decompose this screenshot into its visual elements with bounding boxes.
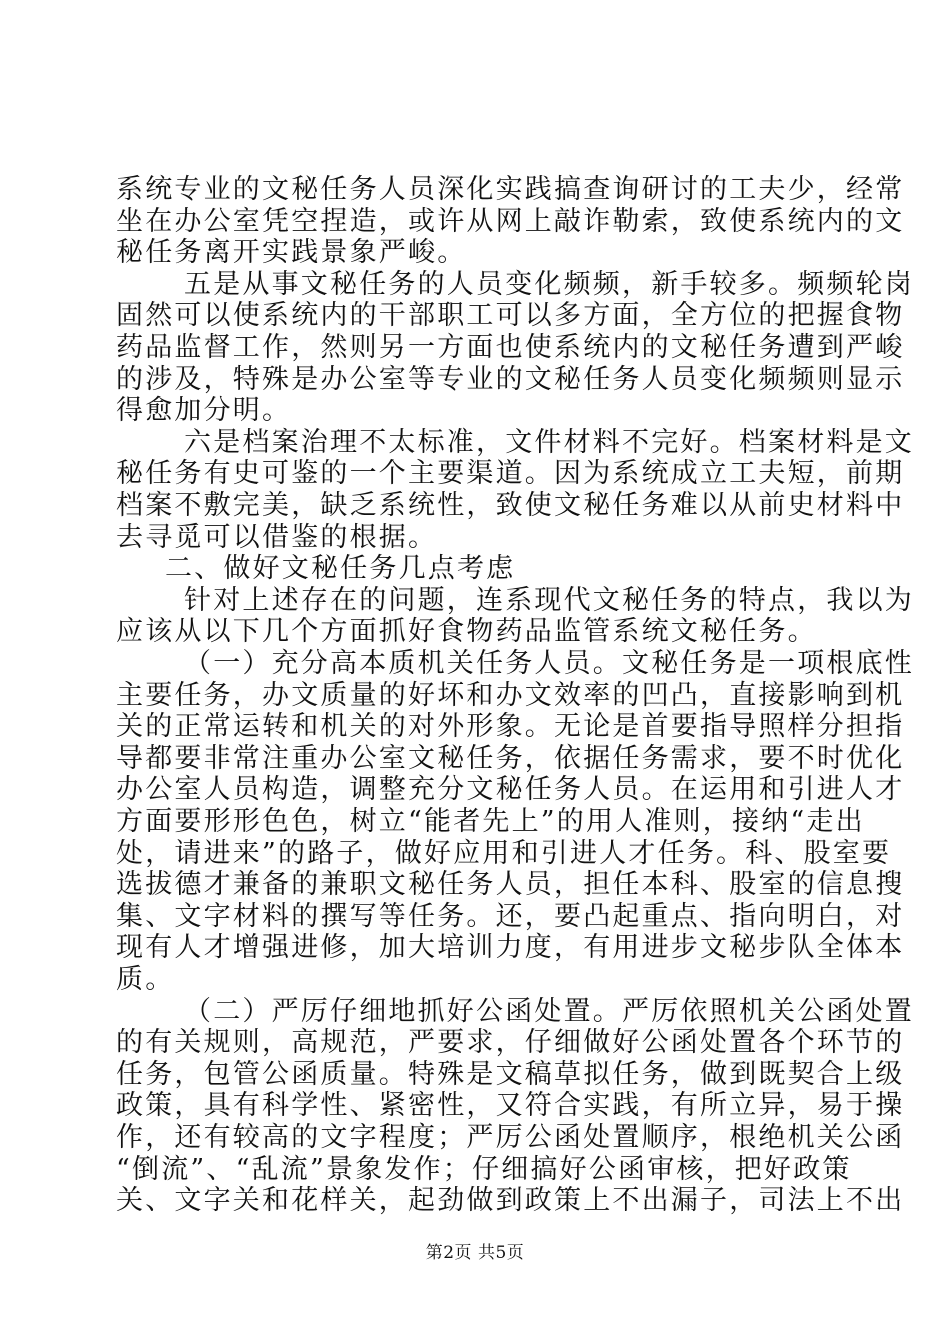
paragraph-start-line: （二）严厉仔细地抓好公函处置。严厉依照机关公函处置: [184, 996, 914, 1027]
text-line: 档案不敷完美，缺乏系统性，致使文秘任务难以从前史材料中: [116, 490, 905, 521]
text-line: 的涉及，特殊是办公室等专业的文秘任务人员变化频频则显示: [116, 364, 905, 395]
page-footer: 第2页 共5页: [425, 1243, 525, 1263]
text-line: 关、文字关和花样关，起劲做到政策上不出漏子，司法上不出: [116, 1185, 905, 1216]
text-line: 的有关规则，高规范，严要求，仔细做好公函处置各个环节的: [116, 1027, 905, 1058]
section-heading: 二、做好文秘任务几点考虑: [165, 553, 516, 584]
text-line: 药品监督工作，然则另一方面也使系统内的文秘任务遭到严峻: [116, 332, 905, 363]
text-line: 去寻觅可以借鉴的根据。: [116, 522, 438, 553]
text-line: 办公室人员构造，调整充分文秘任务人员。在运用和引进人才: [116, 774, 905, 805]
text-line: 系统专业的文秘任务人员深化实践搞查询研讨的工夫少，经常: [116, 174, 905, 205]
text-line: 固然可以使系统内的干部职工可以多方面，全方位的把握食物: [116, 300, 905, 331]
text-line: 任务，包管公函质量。特殊是文稿草拟任务，做到既契合上级: [116, 1059, 905, 1090]
paragraph-start-line: 针对上述存在的问题，连系现代文秘任务的特点，我以为: [184, 585, 914, 616]
text-line: 选拔德才兼备的兼职文秘任务人员，担任本科、股室的信息搜: [116, 869, 905, 900]
paragraph-start-line: 五是从事文秘任务的人员变化频频，新手较多。频频轮岗: [184, 269, 914, 300]
text-line: “倒流”、“乱流”景象发作；仔细搞好公函审核，把好政策: [116, 1154, 852, 1185]
text-line: 主要任务，办文质量的好坏和办文效率的凹凸，直接影响到机: [116, 680, 905, 711]
text-line: 质。: [116, 964, 175, 995]
text-line: 关的正常运转和机关的对外形象。无论是首要指导照样分担指: [116, 711, 905, 742]
text-line: 秘任务有史可鉴的一个主要渠道。因为系统成立工夫短，前期: [116, 458, 905, 489]
text-line: 作，还有较高的文字程度；严厉公函处置顺序，根绝机关公函: [116, 1122, 905, 1153]
text-line: 现有人才增强进修，加大培训力度，有用进步文秘步队全体本: [116, 932, 905, 963]
text-line: 应该从以下几个方面抓好食物药品监管系统文秘任务。: [116, 616, 817, 647]
text-line: 得愈加分明。: [116, 395, 292, 426]
text-line: 集、文字材料的撰写等任务。还，要凸起重点、指向明白，对: [116, 901, 905, 932]
text-line: 政策，具有科学性、紧密性，又符合实践，有所立异，易于操: [116, 1090, 905, 1121]
text-line: 坐在办公室凭空捏造，或许从网上敲诈勒索，致使系统内的文: [116, 206, 905, 237]
text-line: 秘任务离开实践景象严峻。: [116, 237, 467, 268]
text-line: 处，请进来”的路子，做好应用和引进人才任务。科、股室要: [116, 838, 892, 869]
paragraph-start-line: 六是档案治理不太标准，文件材料不完好。档案材料是文: [184, 427, 914, 458]
text-line: 方面要形形色色，树立“能者先上”的用人准则，接纳“走出: [116, 806, 865, 837]
paragraph-start-line: （一）充分高本质机关任务人员。文秘任务是一项根底性: [184, 648, 914, 679]
text-line: 导都要非常注重办公室文秘任务，依据任务需求，要不时优化: [116, 743, 905, 774]
